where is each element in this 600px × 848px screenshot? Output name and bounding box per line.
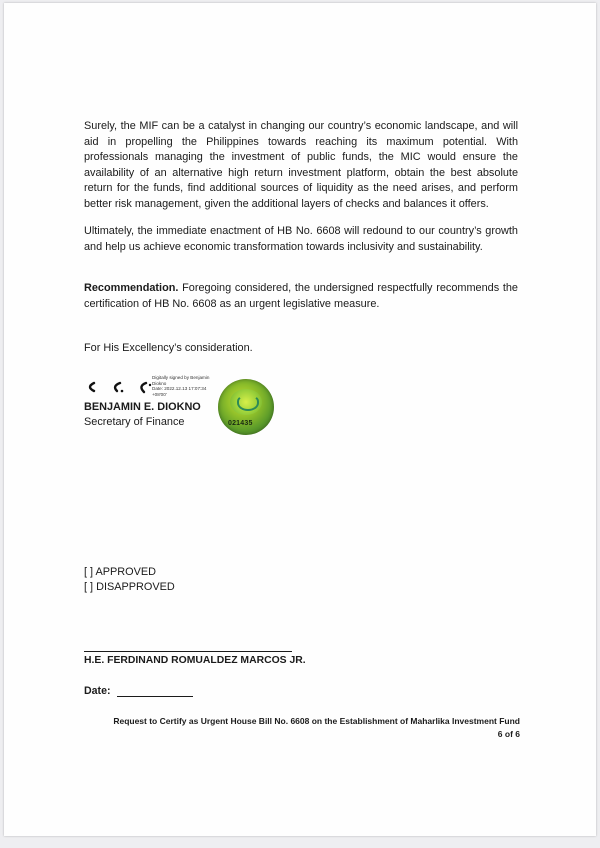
digital-signature-line: Digitally signed by Benjamin <box>152 375 210 380</box>
signatory-title: Secretary of Finance <box>84 416 185 428</box>
document-page <box>4 3 596 836</box>
recommendation-text: Foregoing considered, the undersigned respectfully recommends the certification of HB No. 6608 as an urgent legislative measure. <box>84 282 518 310</box>
digital-signature-date: Date: 2022.12.13 17:07:34 <box>152 386 207 392</box>
hologram-seal-icon <box>218 379 274 435</box>
recommendation-heading: Recommendation. <box>84 282 179 294</box>
paragraph-enactment: Ultimately, the immediate enactment of HB No. 6608 will redound to our country’s growth and help us achieve economic transformation towards inclusivity and sustainability. <box>84 225 518 253</box>
footer-page-number: 6 of 6 <box>497 729 520 739</box>
closing-line: For His Excellency’s consideration. <box>84 342 253 354</box>
signature-line <box>84 651 292 652</box>
date-blank-line <box>117 696 193 697</box>
digital-signature-timezone: +08'00' <box>152 391 167 397</box>
footer-document-title: Request to Certify as Urgent House Bill No. 6608 on the Establishment of Maharlika Investment Fund <box>113 716 520 726</box>
paragraph-mif-catalyst: Surely, the MIF can be a catalyst in changing our country’s economic landscape, and will aid in propelling the Philippines towards reaching its maximum potential. With professionals managing the investment of public funds, the MIC would ensure the availability of an alternative high return investment platform, obtain the best absolute return for the funds, find additional sources of liquidity as the need arises, and perform better risk management, given the additional layers of checks and balances it offers. <box>84 120 518 210</box>
date-label: Date: <box>84 685 111 697</box>
president-name: H.E. FERDINAND ROMUALDEZ MARCOS JR. <box>84 655 306 666</box>
digital-signature-block <box>152 375 212 397</box>
seal-serial-number: 021435 <box>228 420 253 427</box>
disapproved-checkbox-option: [ ] DISAPPROVED <box>84 581 175 593</box>
seal-emblem-icon <box>237 395 259 411</box>
signatory-name: BENJAMIN E. DIOKNO <box>84 401 201 413</box>
handwritten-signature-icon <box>84 376 154 398</box>
digital-signature-line: Diokno <box>152 380 167 386</box>
paragraph-recommendation <box>84 281 518 312</box>
approved-checkbox-option: [ ] APPROVED <box>84 566 157 578</box>
